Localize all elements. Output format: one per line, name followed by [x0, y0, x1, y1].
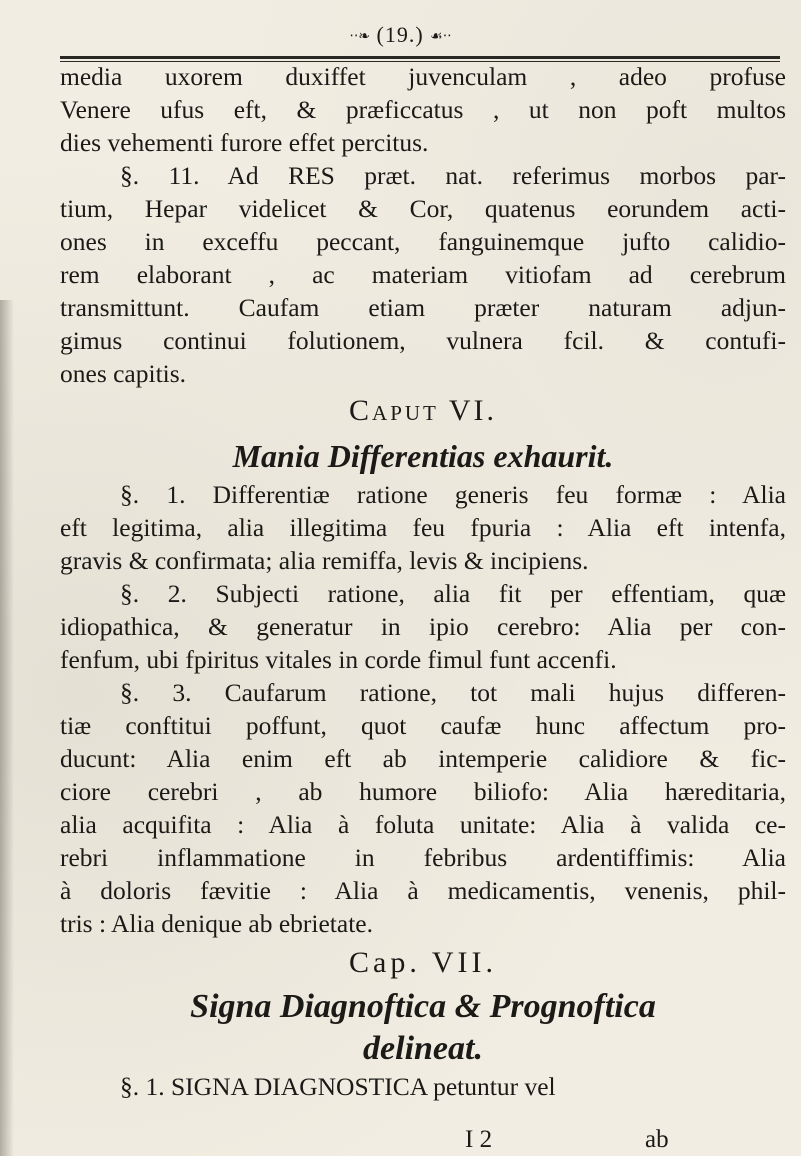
text-line: §. 2. Subjecti ratione, alia fit per effentiam, quæ	[120, 579, 786, 608]
text-line: rebri inflammatione in febribus ardentiffimis: Alia	[60, 843, 786, 872]
ornament-right-icon: ☙‧‧	[430, 29, 452, 45]
text-line: §. 11. Ad RES præt. nat. referimus morbos par-	[120, 161, 786, 190]
text-line: §. 1. Differentiæ ratione generis feu formæ : Alia	[120, 480, 786, 509]
chapter-title: Signa Diagnoftica & Prognoftica	[190, 988, 656, 1025]
text-line: à doloris fævitie : Alia à medicamentis, venenis, phil-	[60, 876, 786, 905]
text-line: gravis & confirmata; alia remiffa, levis & incipiens.	[60, 546, 589, 575]
text-line: eft legitima, alia illegitima feu fpuria : Alia eft intenfa,	[60, 513, 786, 542]
text-line: dies vehementi furore effet percitus.	[60, 128, 429, 157]
running-head	[0, 22, 801, 48]
text-line: fenfum, ubi fpiritus vitales in corde fimul funt accenfi.	[60, 645, 617, 674]
text-line: media uxorem duxiffet juvenculam , adeo profuse	[60, 62, 786, 91]
text-line: §. 1. SIGNA DIAGNOSTICA petuntur vel	[120, 1072, 556, 1101]
text-line: ones capitis.	[60, 359, 187, 388]
chapter-heading: Caput VI.	[349, 394, 497, 427]
text-line: ones in exceffu peccant, fanguinemque jufto calidio-	[60, 227, 786, 256]
chapter-heading: Cap. VII.	[349, 946, 497, 979]
text-line: tris : Alia denique ab ebrietate.	[60, 909, 373, 938]
page-number: (19.)	[376, 22, 424, 47]
text-line: idiopathica, & generatur in ipio cerebro: Alia per con-	[60, 612, 786, 641]
signature-mark: I 2	[465, 1126, 493, 1153]
text-line: tium, Hepar videlicet & Cor, quatenus eorundem acti-	[60, 194, 786, 223]
text-line: rem elaborant , ac materiam vitiofam ad cerebrum	[60, 260, 786, 289]
text-line: ciore cerebri , ab humore biliofo: Alia hæreditaria,	[60, 777, 786, 806]
text-line: ducunt: Alia enim eft ab intemperie calidiore & fic-	[60, 744, 786, 773]
text-line: Venere ufus eft, & præficcatus , ut non poft multos	[60, 95, 786, 124]
chapter-title-continued: delineat.	[363, 1030, 483, 1067]
ornament-left-icon: ‧‧❧	[349, 29, 371, 45]
text-line: transmittunt. Caufam etiam præter naturam adjun-	[60, 293, 786, 322]
body-text	[60, 60, 786, 1103]
chapter-title: Mania Differentias exhaurit.	[232, 438, 614, 474]
text-line: gimus continui folutionem, vulnera fcil. & contufi-	[60, 326, 786, 355]
text-line: alia acquifita : Alia à foluta unitate: Alia à valida ce-	[60, 810, 786, 839]
catchword: ab	[645, 1126, 669, 1153]
text-line: tiæ conftitui poffunt, quot caufæ hunc affectum pro-	[60, 711, 786, 740]
text-line: §. 3. Caufarum ratione, tot mali hujus differen-	[120, 678, 786, 707]
binding-gutter-shadow	[0, 300, 14, 1156]
